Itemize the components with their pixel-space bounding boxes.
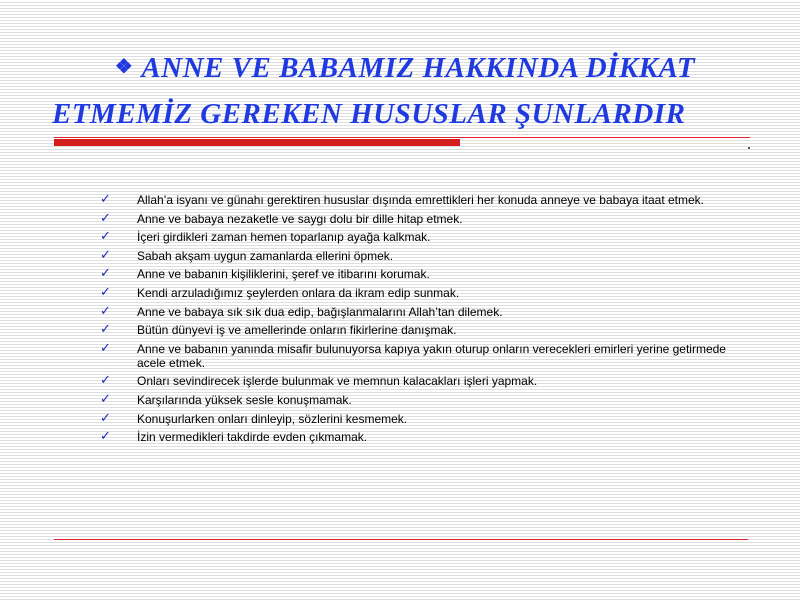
rule-text: Allah’a isyanı ve günahı gerektiren hususlar dışında emrettikleri her konuda anneye ve babaya itaat etmek.: [137, 193, 704, 207]
title-line-1-text: ANNE VE BABAMIZ HAKKINDA DİKKAT: [141, 52, 696, 84]
slide-title: [50, 44, 760, 137]
rule-text: İçeri girdikleri zaman hemen toparlanıp ayağa kalkmak.: [137, 230, 431, 245]
list-item: [100, 305, 740, 319]
diamond-icon: ❖: [114, 56, 134, 78]
check-icon: ✓: [100, 429, 111, 445]
list-item: [100, 286, 740, 300]
check-icon: ✓: [100, 391, 111, 407]
check-icon: ✓: [100, 322, 111, 338]
title-accent-bar: [54, 139, 460, 146]
check-icon: ✓: [100, 410, 111, 426]
title-divider: [54, 137, 750, 138]
bottom-divider: [54, 539, 748, 540]
list-item: [100, 342, 740, 370]
list-item: [100, 212, 740, 226]
check-icon: ✓: [100, 340, 111, 356]
check-icon: ✓: [100, 284, 111, 300]
list-item: [100, 374, 740, 388]
rule-text: Onları sevindirecek işlerde bulunmak ve memnun kalacakları işleri yapmak.: [137, 374, 538, 389]
check-icon: ✓: [100, 247, 111, 263]
list-item: [100, 412, 740, 426]
rule-text: Anne ve babanın kişiliklerini, şeref ve itibarını korumak.: [137, 267, 430, 282]
list-item: [100, 430, 740, 444]
rule-text: İzin vermedikleri takdirde evden çıkmamak.: [137, 430, 368, 445]
check-icon: ✓: [100, 303, 111, 319]
check-icon: ✓: [100, 266, 111, 282]
rule-text: Anne ve babanın yanında misafir bulunuyorsa kapıya yakın oturup onların verecekleri emirleri yerine getirmede acele etmek.: [137, 341, 726, 370]
rules-list: [100, 193, 740, 449]
list-item: [100, 249, 740, 263]
rule-text: Kendi arzuladığımız şeylerden onlara da ikram edip sunmak.: [137, 285, 460, 300]
rule-text: Anne ve babaya nezaketle ve saygı dolu bir dille hitap etmek.: [137, 211, 463, 226]
list-item: [100, 267, 740, 281]
list-item: [100, 193, 740, 207]
rule-text: Bütün dünyevi iş ve amellerinde onların fikirlerine danışmak.: [137, 323, 457, 338]
title-line-1: [50, 44, 760, 91]
rule-text: Karşılarında yüksek sesle konuşmamak.: [137, 392, 352, 407]
title-line-2: ETMEMİZ GEREKEN HUSUSLAR ŞUNLARDIR: [52, 98, 686, 130]
rule-text: Sabah akşam uygun zamanlarda ellerini öpmek.: [137, 248, 394, 263]
list-item: [100, 230, 740, 244]
title-dot: [748, 147, 750, 149]
check-icon: ✓: [100, 192, 111, 207]
list-item: [100, 323, 740, 337]
check-icon: ✓: [100, 210, 111, 226]
check-icon: ✓: [100, 373, 111, 389]
rule-text: Anne ve babaya sık sık dua edip, bağışlanmalarını Allah’tan dilemek.: [137, 304, 503, 319]
rule-text: Konuşurlarken onları dinleyip, sözlerini kesmemek.: [137, 411, 408, 426]
check-icon: ✓: [100, 229, 111, 245]
list-item: [100, 393, 740, 407]
